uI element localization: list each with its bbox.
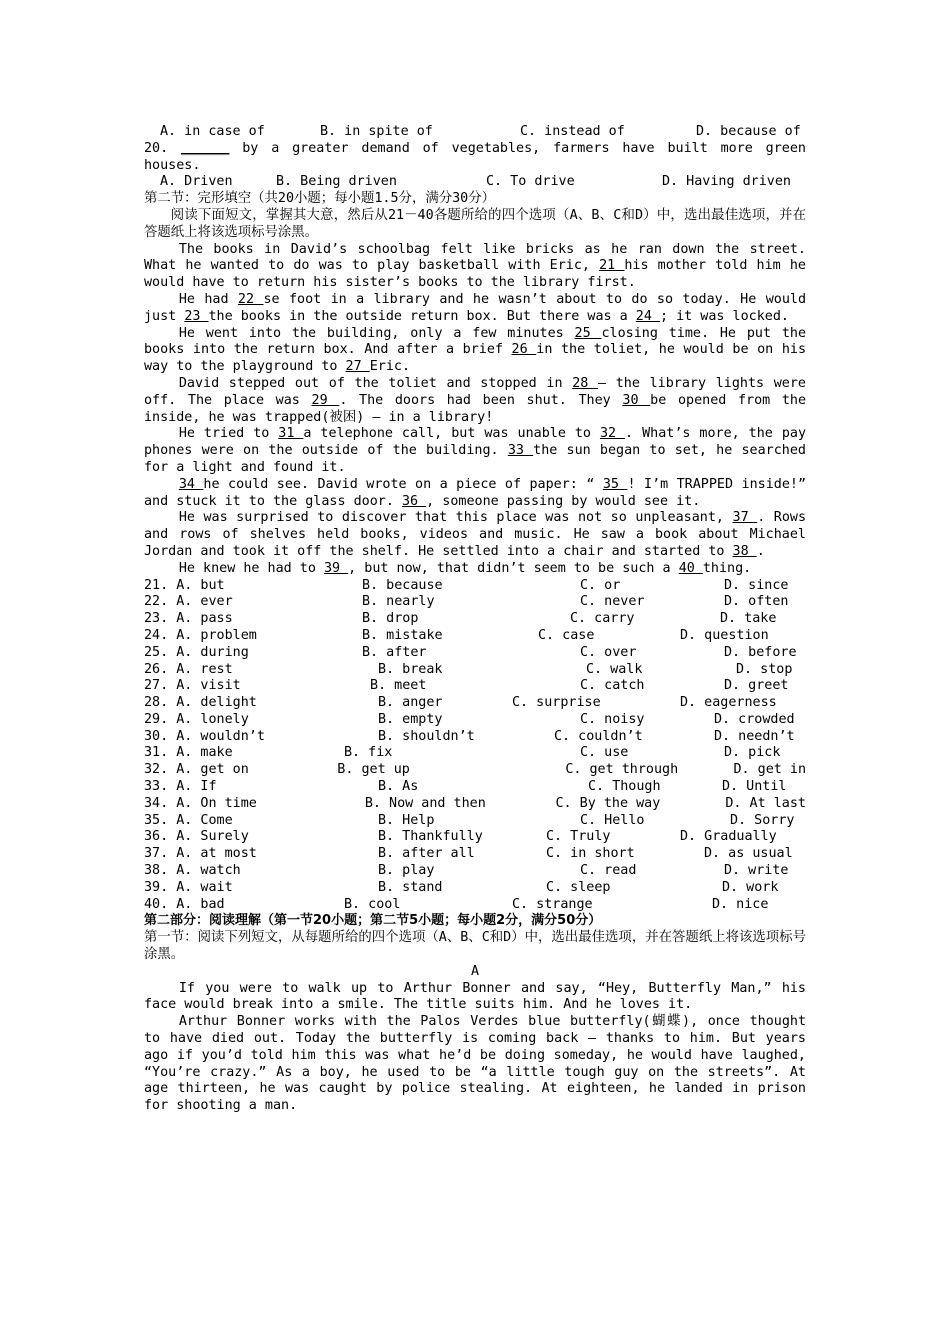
options-row: 30. A. wouldn’t B. shouldn’t C. couldn’t D. needn’t <box>144 728 795 744</box>
reading-paragraph-2: Arthur Bonner works with the Palos Verdes blue butterfly(蝴蝶), once thought to have died out. Today the butterfly is coming back — thanks to him. But years ago if you’d told him this was what he’d be doing someday, he would have laughed, “You’re crazy.” As a boy, he used to be “a little tough guy on the streets”. At age thirteen, he was caught by police stealing. At eighteen, he landed in prison for shooting a man. <box>144 1014 806 1114</box>
options-row: 23. A. pass B. drop C. carry D. take <box>144 611 777 627</box>
passage-paragraph-2: He had 22 se foot in a library and he wasn’t about to do so today. He would just 23 the books in the outside return box. But there was a 24 ; it was locked. <box>144 291 806 324</box>
options-row: 29. A. lonely B. empty C. noisy D. crowded <box>144 711 795 727</box>
blank-27: 27 <box>345 359 370 375</box>
options-row: 25. A. during B. after C. over D. before <box>144 644 797 660</box>
passage-paragraph-1: The books in David’s schoolbag felt like bricks as he ran down the street. What he wanted to do was to play basketball with Eric, 21 his mother told him he would have to return his sister’s books to the library first. <box>144 241 806 291</box>
options-row: 27. A. visit B. meet C. catch D. greet <box>144 678 789 694</box>
options-row: 21. A. but B. because C. or D. since <box>144 577 789 593</box>
options-row: 36. A. Surely B. Thankfully C. Truly D. Gradually <box>144 829 777 845</box>
blank-22: 22 <box>237 291 264 307</box>
passage-paragraph-8: He knew he had to 39 , but now, that didn’t seem to be such a 40 thing. <box>178 560 752 576</box>
cloze-options-list <box>144 578 806 914</box>
blank-35: 35 <box>602 476 628 492</box>
section2-instruction: 阅读下面短文，掌握其大意，然后从21－40各题所给的四个选项（A、B、C和D）中，选出最佳选项，并在答题纸上将该选项标号涂黑。 <box>144 207 806 240</box>
blank-36: 36 <box>401 493 427 509</box>
options-row: 26. A. rest B. break C. walk D. stop <box>144 661 793 677</box>
options-row: 40. A. bad B. cool C. strange D. nice <box>144 896 769 912</box>
blank-37: 37 <box>732 510 758 526</box>
q19-option-b: B. in spite of <box>320 124 433 139</box>
options-row: 38. A. watch B. play C. read D. write <box>144 863 789 879</box>
q20-stem: 20. ______ by a greater demand of vegetables, farmers have built more green houses. <box>144 140 806 173</box>
blank-25: 25 <box>574 325 602 341</box>
blank-32: 32 <box>599 426 626 442</box>
q19-option-a: A. in case of <box>160 124 265 139</box>
part2-title: 第二部分：阅读理解（第一节20小题；第二节5小题；每小题2分，满分50分） <box>144 913 602 929</box>
q19-option-c: C. instead of <box>520 124 625 139</box>
q19-options <box>144 124 806 141</box>
options-row: 37. A. at most B. after all C. in short D. as usual <box>144 846 793 862</box>
options-row: 33. A. If B. As C. Though D. Until <box>144 779 787 795</box>
blank-26: 26 <box>511 342 537 358</box>
q20-option-a: A. Driven <box>160 174 233 190</box>
options-row: 32. A. get on B. get up C. get through D. get in <box>144 762 807 778</box>
blank-30: 30 <box>622 392 651 408</box>
q19-option-d: D. because of <box>696 124 801 139</box>
blank-33: 33 <box>507 443 534 459</box>
blank-34: 34 <box>178 476 204 492</box>
options-row: 22. A. ever B. nearly C. never D. often <box>144 594 789 610</box>
options-row: 35. A. Come B. Help C. Hello D. Sorry <box>144 812 795 828</box>
passage-paragraph-3: He went into the building, only a few minutes 25 closing time. He put the books into the return box. And after a brief 26 in the toliet, he would be on his way to the playground to 27 Eric. <box>144 325 807 375</box>
q20-options <box>144 174 806 191</box>
q20-option-d: D. Having driven <box>662 174 791 190</box>
section2-title: 第二节：完形填空（共20小题；每小题1.5分，满分30分） <box>144 191 496 207</box>
options-row: 31. A. make B. fix C. use D. pick <box>144 745 781 761</box>
blank-21: 21 <box>599 258 625 274</box>
blank-28: 28 <box>572 375 599 391</box>
part2-instruction: 第一节：阅读下列短文，从每题所给的四个选项（A、B、C和D）中，选出最佳选项，并在答题纸上将该选项标号涂黑。 <box>144 930 806 963</box>
passage-label: A <box>470 963 480 979</box>
passage-paragraph-5: He tried to 31 a telephone call, but was unable to 32 . What’s more, the pay phones were on the outside of the building. 33 the sun began to set, he searched for a light and found it. <box>144 426 807 475</box>
options-row: 34. A. On time B. Now and then C. By the way D. At last <box>144 795 806 811</box>
passage-paragraph-4: David stepped out of the toliet and stopped in 28 — the library lights were off. The place was 29 . The doors had been shut. They 30 be opened from the inside, he was trapped(被困) — in a library! <box>144 375 807 425</box>
q20-blank: ______ <box>181 140 230 156</box>
blank-24: 24 <box>635 308 660 324</box>
q20-option-b: B. Being driven <box>276 174 397 190</box>
passage-paragraph-7: He was surprised to discover that this place was not so unpleasant, 37 . Rows and rows of shelves held books, videos and music. He saw a book about Michael Jordan and took it off the shelf. He settled into a chair and started to 38 . <box>144 510 807 559</box>
exam-page <box>144 124 806 1115</box>
blank-38: 38 <box>732 543 757 559</box>
blank-23: 23 <box>184 308 209 324</box>
q20-option-c: C. To drive <box>486 174 575 190</box>
passage-paragraph-6: 34 he could see. David wrote on a piece of paper: “ 35 ! I’m TRAPPED inside!” and stuck it to the glass door. 36 , someone passing by would see it. <box>144 476 807 509</box>
blank-39: 39 <box>323 560 349 576</box>
blank-29: 29 <box>311 392 340 408</box>
blank-40: 40 <box>678 560 703 576</box>
blank-31: 31 <box>278 426 304 442</box>
options-row: 28. A. delight B. anger C. surprise D. eagerness <box>144 695 777 711</box>
options-row: 24. A. problem B. mistake C. case D. question <box>144 627 769 643</box>
reading-paragraph-1: If you were to walk up to Arthur Bonner and say, “Hey, Butterfly Man,” his face would break into a smile. The title suits him. And he loves it. <box>144 980 806 1013</box>
options-row: 39. A. wait B. stand C. sleep D. work <box>144 879 779 895</box>
